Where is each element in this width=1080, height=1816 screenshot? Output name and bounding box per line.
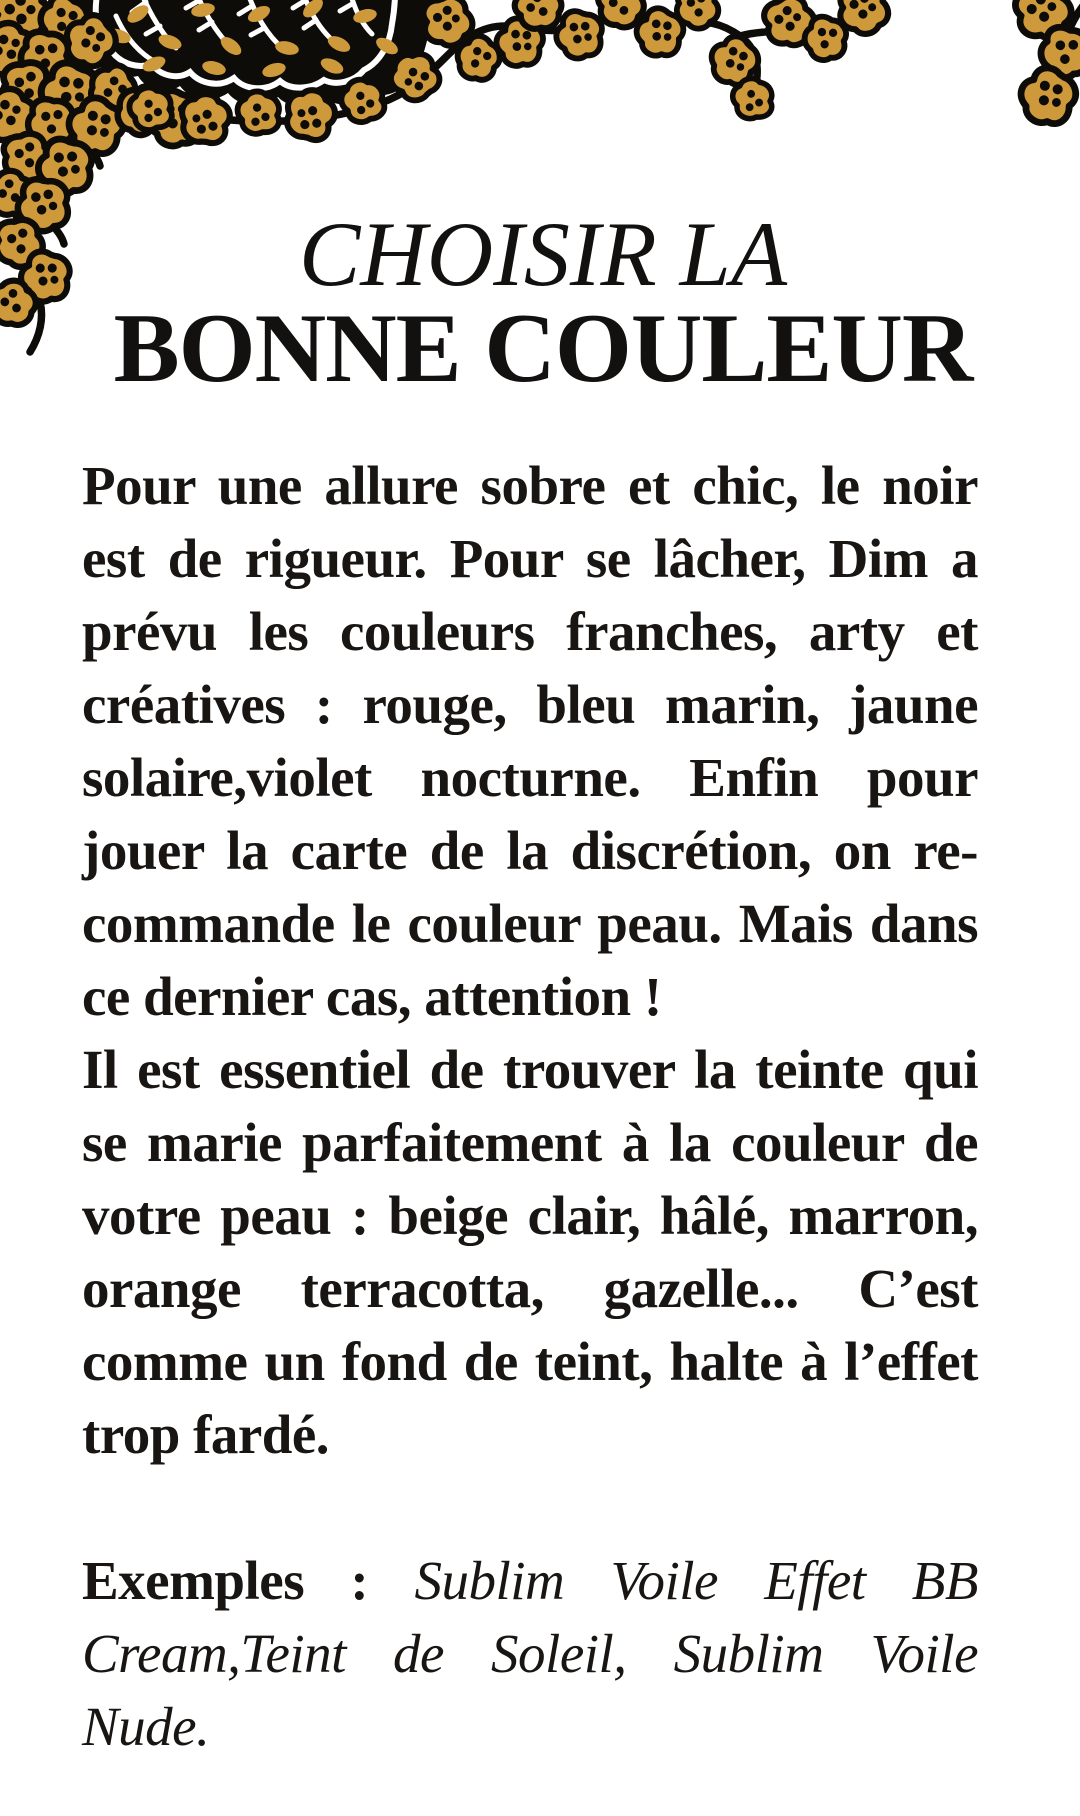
text-segment: se marie parfaitement à la couleur de bbox=[82, 1112, 978, 1173]
text-line bbox=[82, 449, 978, 522]
text-segment: trop fardé. bbox=[82, 1404, 330, 1465]
text-line bbox=[82, 1106, 978, 1179]
text-line bbox=[82, 522, 978, 595]
text-segment: Exemples : bbox=[82, 1550, 369, 1611]
text-line bbox=[82, 741, 978, 814]
leaf-icon bbox=[0, 163, 42, 225]
leaf-icon bbox=[1037, 24, 1080, 82]
text-segment: Nude. bbox=[82, 1696, 210, 1757]
text-segment: jouer la carte de la discrétion, on re- bbox=[82, 820, 978, 881]
text-segment: prévu les couleurs franches, arty et bbox=[82, 601, 978, 662]
text-line bbox=[82, 1033, 978, 1106]
leaf-icon bbox=[0, 274, 43, 335]
text-segment: est de rigueur. Pour se lâcher, Dim a bbox=[82, 528, 978, 589]
text-segment: ce dernier cas, attention ! bbox=[82, 966, 662, 1027]
text-line bbox=[82, 887, 978, 960]
text-line bbox=[82, 1252, 978, 1325]
leaf-icon bbox=[1007, 0, 1079, 48]
text-line bbox=[82, 960, 978, 1033]
text-line bbox=[82, 1544, 978, 1617]
leaf-icon bbox=[15, 247, 75, 308]
leaf-icon bbox=[18, 30, 72, 85]
text-line bbox=[82, 1617, 978, 1690]
text-segment: Il est essentiel de trouver la teinte qui bbox=[82, 1039, 978, 1100]
leaf-icon bbox=[1011, 60, 1080, 134]
leaf-icon bbox=[0, 216, 46, 271]
text-segment: Pour une allure sobre et chic, le noir bbox=[82, 455, 978, 516]
text-line bbox=[82, 668, 978, 741]
text-segment: orange terracotta, gazelle... C’est bbox=[82, 1258, 978, 1319]
leaf-icon bbox=[0, 58, 56, 116]
text-line bbox=[82, 1325, 978, 1398]
page-title-line-2: BONNE COULEUR bbox=[113, 294, 973, 403]
text-line bbox=[82, 1398, 978, 1471]
leaf-icon bbox=[0, 128, 56, 187]
article-body bbox=[82, 449, 978, 1763]
text-segment: Sublim Voile Effet BB bbox=[414, 1550, 979, 1611]
leaf-icon bbox=[33, 135, 97, 200]
leaf-icon bbox=[16, 178, 71, 234]
text-segment: votre peau : beige clair, hâlé, marron, bbox=[82, 1185, 978, 1246]
text-line bbox=[82, 1690, 978, 1763]
text-segment: comme un fond de teint, halte à l’effet bbox=[82, 1331, 978, 1392]
page-title-line-1: CHOISIR LA bbox=[298, 203, 788, 305]
leaf-icon bbox=[0, 0, 57, 50]
text-line bbox=[82, 814, 978, 887]
leaf-icon bbox=[0, 81, 45, 152]
text-line bbox=[82, 595, 978, 668]
leaf-vine-right bbox=[1007, 0, 1080, 134]
text-segment: solaire,violet nocturne. Enfin pour bbox=[82, 747, 978, 808]
paragraph-gap bbox=[82, 1471, 978, 1544]
leaf-icon bbox=[26, 98, 76, 149]
text-segment: créatives : rouge, bleu marin, jaune bbox=[82, 674, 978, 735]
text-segment: Cream,Teint de Soleil, Sublim Voile bbox=[82, 1623, 978, 1684]
leaf-icon bbox=[32, 0, 94, 53]
text-line bbox=[82, 1179, 978, 1252]
text-segment: commande le couleur peau. Mais dans bbox=[82, 893, 978, 954]
leaf-icon bbox=[0, 14, 45, 86]
title-block bbox=[94, 0, 992, 420]
